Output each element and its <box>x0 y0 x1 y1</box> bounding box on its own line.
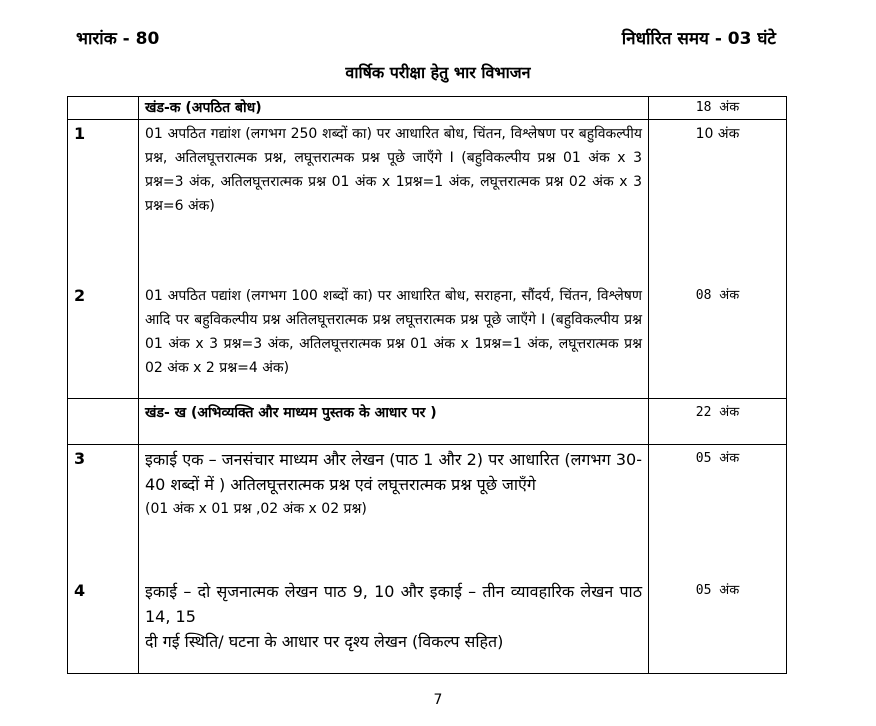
row-number-cell <box>68 97 139 120</box>
table-row <box>68 577 787 674</box>
row-description: इकाई – दो सृजनात्मक लेखन पाठ 9, 10 और इकाई – तीन व्यावहारिक लेखन पाठ 14, 15 <box>145 582 642 626</box>
row-description-cell <box>139 445 649 578</box>
row-marks: 10 अंक <box>649 120 787 283</box>
row-number: 4 <box>68 577 139 674</box>
section-marks: 18 अंक <box>649 97 787 120</box>
row-description-detail: दी गई स्थिति/ घटना के आधार पर दृश्य लेखन (विकल्प सहित) <box>145 632 504 651</box>
table-row <box>68 120 787 283</box>
row-number: 1 <box>68 120 139 283</box>
table-row <box>68 282 787 399</box>
row-description: इकाई एक – जनसंचार माध्यम और लेखन (पाठ 1 और 2) पर आधारित (लगभग 30-40 शब्दों में ) अतिलघूत्तरात्मक प्रश्न एवं लघूत्तरात्मक प्रश्न पूछे जाएँगे <box>145 450 642 494</box>
row-description-cell <box>139 577 649 674</box>
row-number-cell <box>68 399 139 445</box>
section-heading: खंड- ख (अभिव्यक्ति और माध्यम पुस्तक के आधार पर ) <box>139 399 649 445</box>
row-description: 01 अपठित गद्यांश (लगभग 250 शब्दों का) पर आधारित बोध, चिंतन, विश्लेषण पर बहुविकल्पीय प्रश्न, अतिलघूत्तरात्मक प्रश्न, लघूत्तरात्मक प्रश्न पूछे जाएँगे I (बहुविकल्पीय प्रश्न 01 अंक x 3 प्रश्न=3 अंक, अतिलघूत्तरात्मक प्रश्न 01 अंक x 1प्रश्न=1 अंक, लघूत्तरात्मक प्रश्न 02 अंक x 3 प्रश्न=6 अंक) <box>139 120 649 283</box>
row-number: 3 <box>68 445 139 578</box>
time-allowed-heading: निर्धारित समय - 03 घंटे <box>621 29 776 49</box>
row-number: 2 <box>68 282 139 399</box>
row-description-detail: (01 अंक x 01 प्रश्न ,02 अंक x 02 प्रश्न) <box>145 501 367 517</box>
total-marks-heading: भारांक - 80 <box>76 29 160 49</box>
table-row <box>68 445 787 578</box>
page-number: 7 <box>433 692 443 708</box>
weightage-table <box>67 96 787 674</box>
row-marks: 05 अंक <box>649 445 787 578</box>
row-description: 01 अपठित पद्यांश (लगभग 100 शब्दों का) पर आधारित बोध, सराहना, सौंदर्य, चिंतन, विश्लेषण आदि पर बहुविकल्पीय प्रश्न अतिलघूत्तरात्मक प्रश्न लघूत्तरात्मक प्रश्न पूछे जाएँगे I (बहुविकल्पीय प्रश्न 01 अंक x 3 प्रश्न=3 अंक, अतिलघूत्तरात्मक प्रश्न 01 अंक x 1प्रश्न=1 अंक, लघूत्तरात्मक प्रश्न 02 अंक x 2 प्रश्न=4 अंक) <box>139 282 649 399</box>
row-marks: 08 अंक <box>649 282 787 399</box>
section-marks: 22 अंक <box>649 399 787 445</box>
section-heading: खंड-क (अपठित बोध) <box>139 97 649 120</box>
table-row <box>68 399 787 445</box>
document-title: वार्षिक परीक्षा हेतु भार विभाजन <box>345 63 531 82</box>
row-marks: 05 अंक <box>649 577 787 674</box>
table-row <box>68 97 787 120</box>
